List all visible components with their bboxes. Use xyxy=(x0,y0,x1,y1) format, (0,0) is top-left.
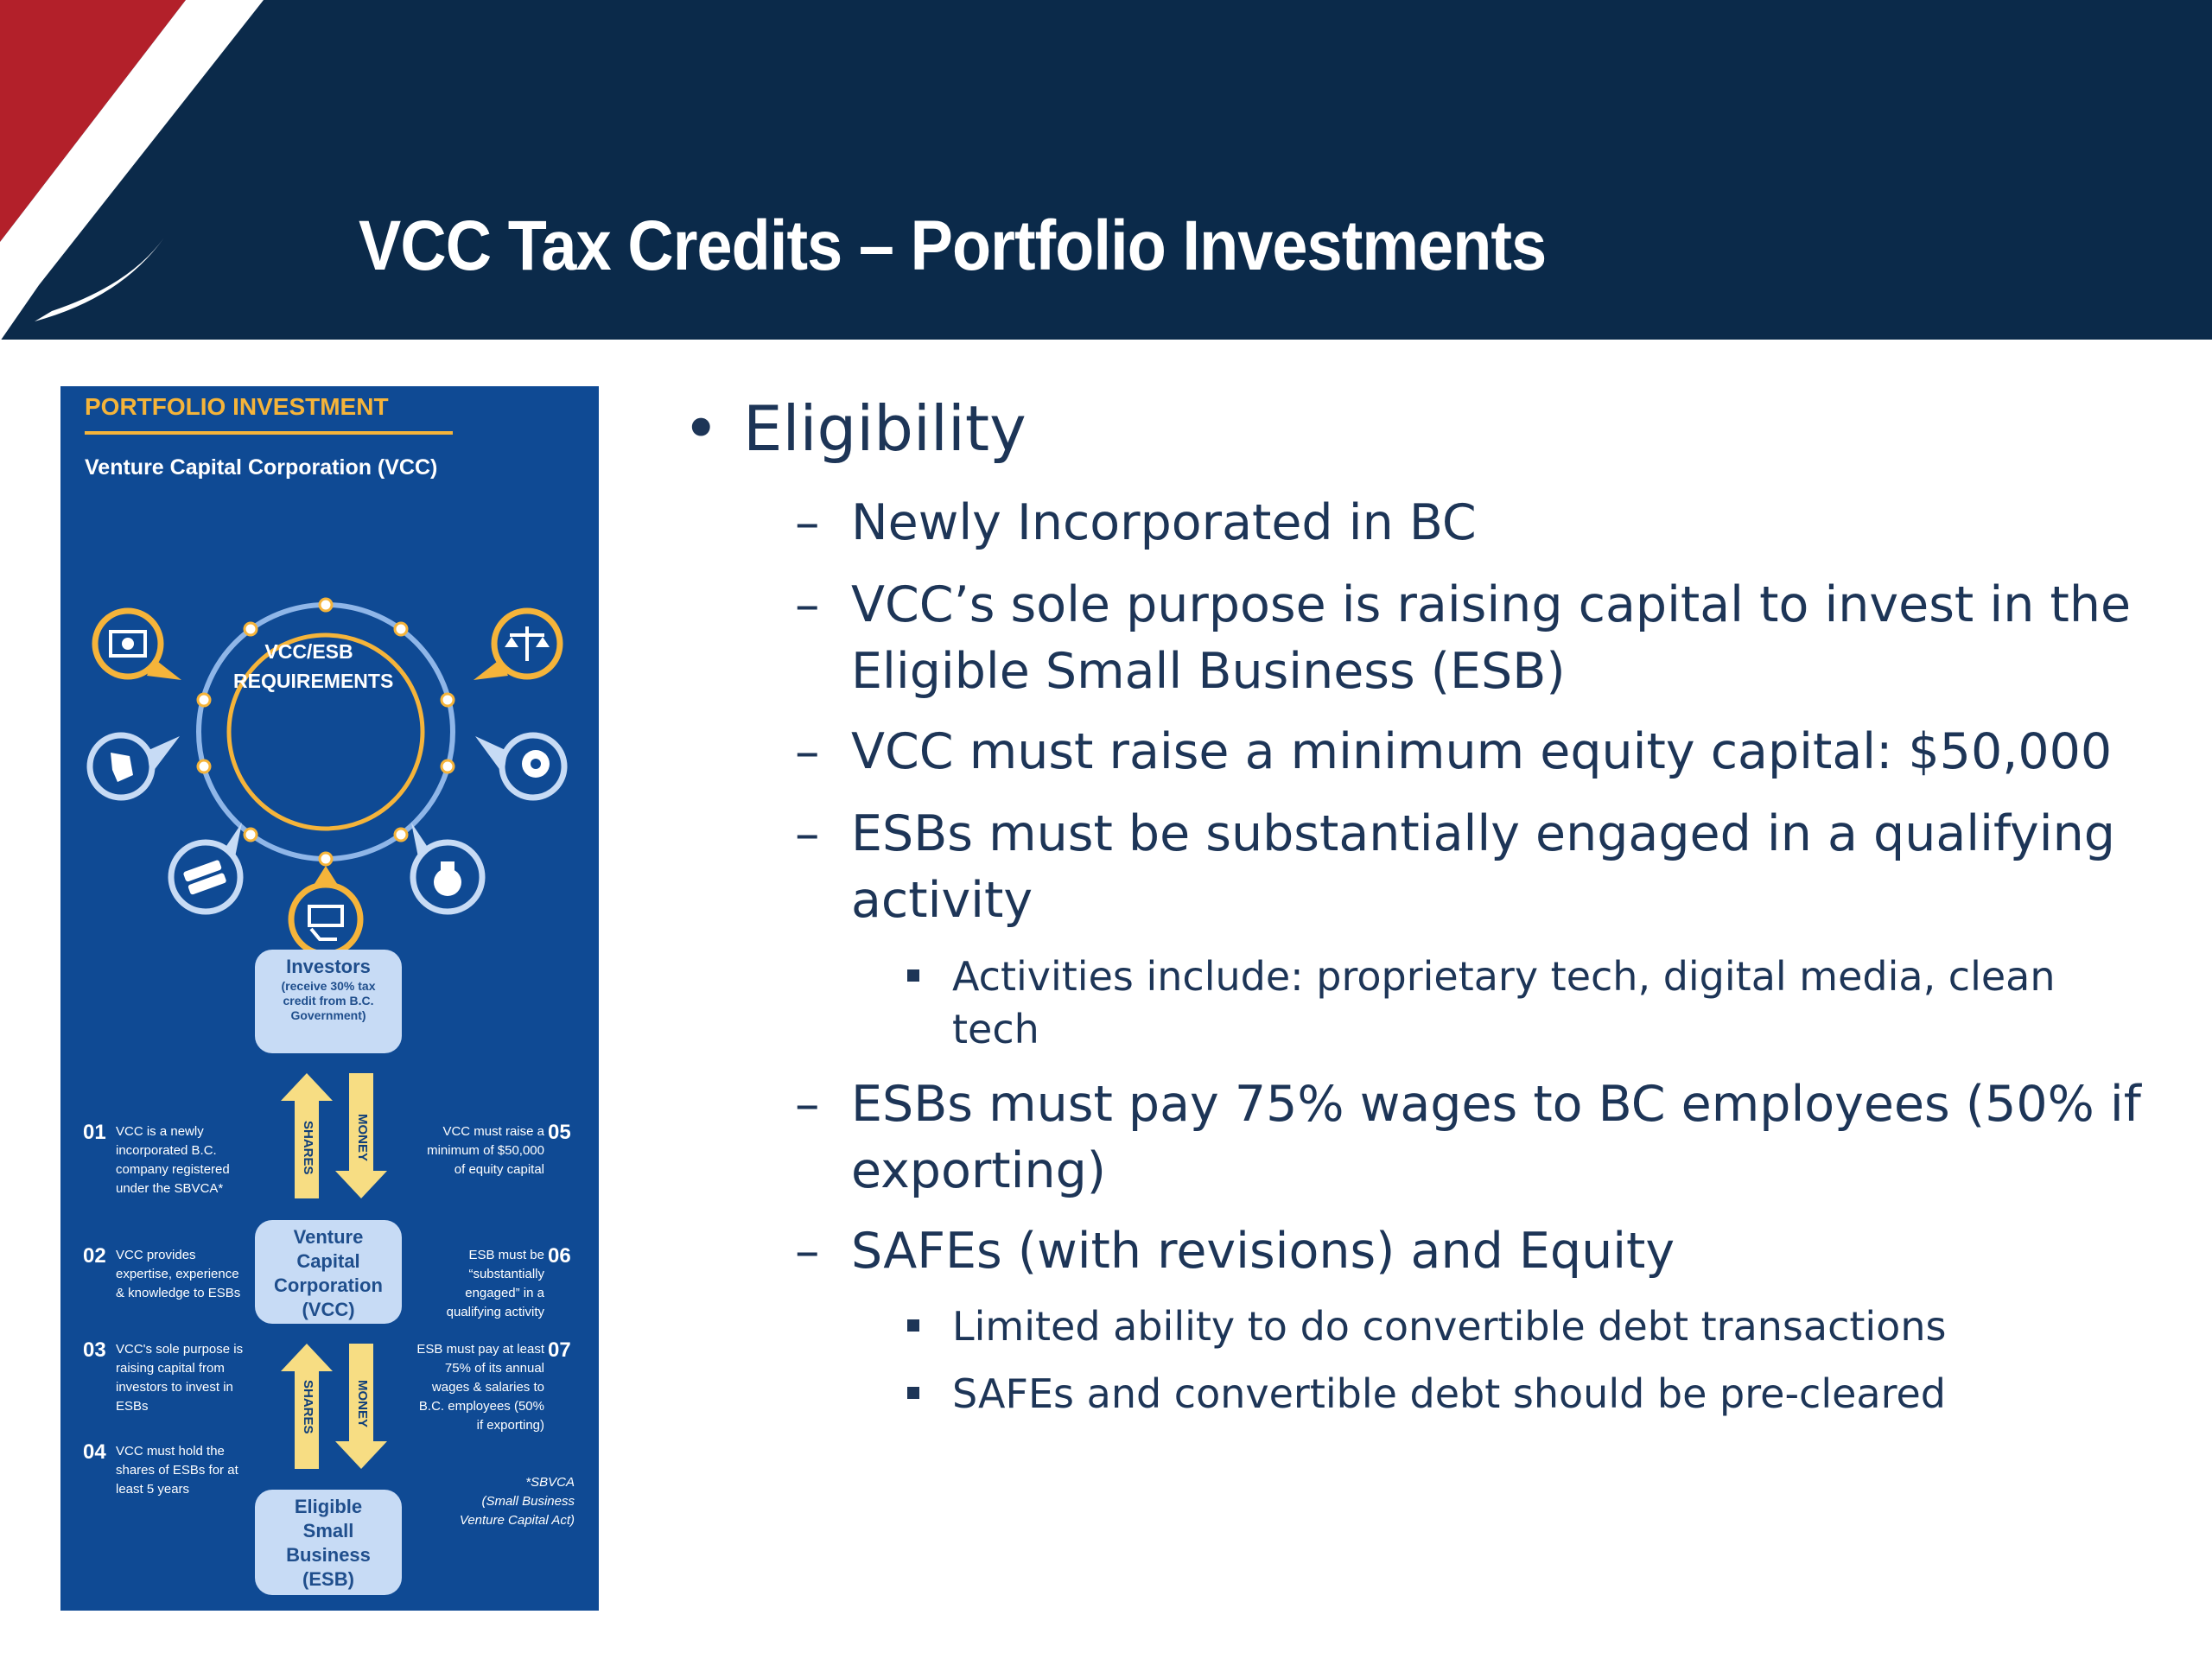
square-marker xyxy=(907,969,919,982)
square-marker xyxy=(907,1319,919,1332)
note-text: VCC's sole purpose is raising capital from investors to invest in ESBs xyxy=(116,1342,244,1414)
square-marker xyxy=(907,1387,919,1399)
sub-bullet-text: VCC’s sole purpose is raising capital to invest in the Eligible Small Business (ESB) xyxy=(851,576,2132,700)
note-text: ESB must pay at least 75% of its annual wages & salaries to B.C. employees (50% if exporting) xyxy=(416,1342,544,1433)
infographic-heading-rule xyxy=(85,431,453,435)
cash-stack-icon xyxy=(171,823,242,912)
footnote-line-2: (Small Business Venture Capital Act) xyxy=(459,1494,575,1528)
sub-bullet-text: VCC must raise a minimum equity capital: $50,000 xyxy=(851,723,2113,780)
infographic-subheading: Venture Capital Corporation (VCC) xyxy=(85,455,438,480)
note-text: VCC provides expertise, experience & knowledge to ESBs xyxy=(116,1248,241,1300)
money-icon xyxy=(95,611,181,680)
ring-center-label xyxy=(233,637,394,696)
note-number: 06 xyxy=(548,1244,571,1268)
money-bag-icon xyxy=(411,823,482,912)
gear-head-icon xyxy=(475,735,564,798)
map-icon xyxy=(90,735,180,798)
dash-marker: – xyxy=(795,1076,820,1133)
note-number: 02 xyxy=(83,1244,106,1268)
scales-icon xyxy=(474,611,560,680)
note-number: 05 xyxy=(548,1121,571,1144)
requirements-ring xyxy=(60,516,599,965)
note-number: 03 xyxy=(83,1338,106,1362)
note-text: VCC is a newly incorporated B.C. company registered under the SBVCA* xyxy=(116,1124,230,1196)
ring-label-line-2: REQUIREMENTS xyxy=(233,670,394,692)
sub-sub-bullet-text: Limited ability to do convertible debt transactions xyxy=(952,1303,1947,1350)
sbvca-footnote xyxy=(445,1473,575,1530)
note-text: ESB must be “substantially engaged” in a qualifying activity xyxy=(446,1248,544,1319)
bullet-text: Eligibility xyxy=(743,392,1027,465)
portfolio-infographic xyxy=(60,386,599,1611)
note-number: 07 xyxy=(548,1338,571,1362)
ring-label-line-1: VCC/ESB xyxy=(264,640,353,663)
sub-bullet-text: ESBs must be substantially engaged in a qualifying activity xyxy=(851,805,2115,929)
note-number: 04 xyxy=(83,1440,106,1464)
vcc-title: Venture Capital Corporation (VCC) xyxy=(274,1226,383,1320)
header-bottom-edge xyxy=(0,340,2212,346)
header-navy xyxy=(0,0,2212,340)
investors-subtitle: (receive 30% tax credit from B.C. Government) xyxy=(281,979,376,1022)
vcc-box xyxy=(255,1220,402,1324)
esb-title: Eligible Small Business (ESB) xyxy=(286,1496,371,1590)
note-text: VCC must raise a minimum of $50,000 of equity capital xyxy=(427,1124,544,1177)
sub-sub-bullet-text: Activities include: proprietary tech, digital media, clean tech xyxy=(952,953,2056,1052)
sub-bullet-text: SAFEs (with revisions) and Equity xyxy=(851,1223,1675,1280)
money-label-2: MONEY xyxy=(355,1380,370,1428)
shares-label-1: SHARES xyxy=(301,1121,315,1175)
hand-cash-icon xyxy=(291,866,360,954)
dash-marker: – xyxy=(795,805,820,862)
investors-title: Investors xyxy=(286,956,371,977)
dash-marker: – xyxy=(795,576,820,633)
sub-bullet-text: Newly Incorporated in BC xyxy=(851,494,1477,551)
money-label-1: MONEY xyxy=(355,1114,370,1162)
sub-bullet-text: ESBs must pay 75% wages to BC employees (50% if exporting) xyxy=(851,1076,2141,1199)
infographic-heading: PORTFOLIO INVESTMENT xyxy=(85,393,389,420)
shares-label-2: SHARES xyxy=(301,1380,315,1434)
note-text: VCC must hold the shares of ESBs for at least 5 years xyxy=(116,1444,238,1497)
note-number: 01 xyxy=(83,1121,106,1144)
dash-marker: – xyxy=(795,723,820,780)
esb-box xyxy=(255,1490,402,1595)
investors-box xyxy=(255,950,402,1053)
dash-marker: – xyxy=(795,494,820,551)
footnote-line-1: *SBVCA xyxy=(525,1475,575,1490)
header-band xyxy=(0,0,2212,346)
sub-sub-bullet-text: SAFEs and convertible debt should be pre-cleared xyxy=(952,1370,1946,1417)
bullet-dot: • xyxy=(683,392,720,465)
slide-title: VCC Tax Credits – Portfolio Investments xyxy=(359,207,1547,285)
dash-marker: – xyxy=(795,1223,820,1280)
